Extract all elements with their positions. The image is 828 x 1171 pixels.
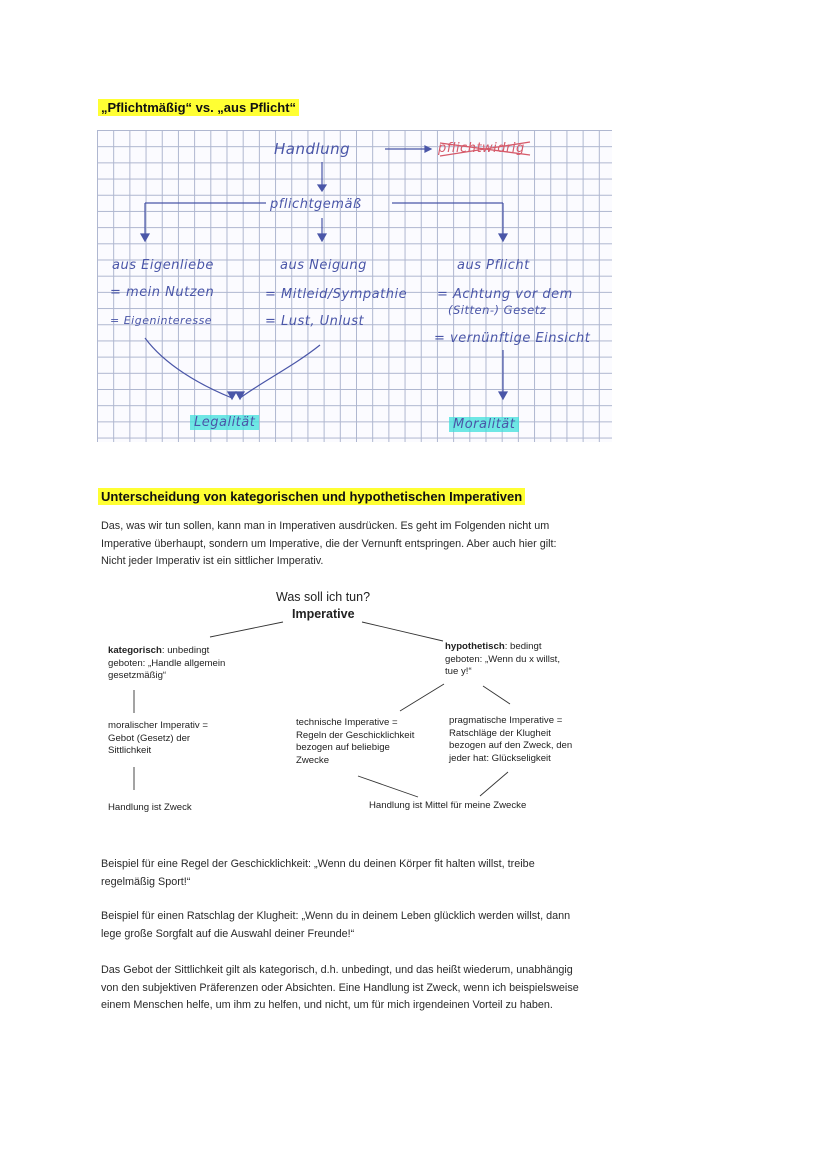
tree-kategorisch-text: : unbedingt geboten: „Handle allgemein gesetzmäßig“ bbox=[108, 645, 226, 681]
sketch-moralitaet: Moralität bbox=[449, 417, 519, 432]
section2-heading: Unterscheidung von kategorischen und hypothetischen Imperativen bbox=[98, 488, 525, 505]
tree-handlung-mittel: Handlung ist Mittel für meine Zwecke bbox=[369, 800, 527, 811]
sketch-col3-line3: = vernünftige Einsicht bbox=[434, 331, 591, 346]
section1-heading: „Pflichtmäßig“ vs. „aus Pflicht“ bbox=[98, 99, 299, 116]
sketch-col1-title: aus Eigenliebe bbox=[112, 258, 214, 273]
tree-moralisch: moralischer Imperativ = Gebot (Gesetz) der Sittlichkeit bbox=[108, 720, 208, 756]
tree-root-question: Was soll ich tun? bbox=[276, 590, 371, 604]
sketch-handlung: Handlung bbox=[274, 140, 351, 158]
sketch-col3-line1: = Achtung vor dem bbox=[437, 287, 573, 302]
sketch-col2-line1: = Mitleid/Sympathie bbox=[265, 287, 408, 302]
sketch-col1-line2: = Eigeninteresse bbox=[110, 314, 213, 327]
sketch-col3-title: aus Pflicht bbox=[457, 258, 530, 273]
intro-paragraph: Das, was wir tun sollen, kann man in Imperativen ausdrücken. Es geht im Folgenden nicht um Imperative überhaupt, sondern um Imperative, die der Vernunft entspringen. Aber auch hier gilt: Nicht jeder Imperativ ist ein sittlicher Imperativ. bbox=[101, 520, 557, 567]
tree-pragmatisch: pragmatische Imperative = Ratschläge der Klugheit bezogen auf den Zweck, den jeder hat: Glückseligkeit bbox=[449, 715, 573, 764]
tree-kategorisch-label: kategorisch bbox=[108, 645, 162, 656]
tree-kategorisch bbox=[108, 645, 238, 683]
sketch-col3-line2: (Sitten-) Gesetz bbox=[448, 303, 547, 317]
example-geschicklichkeit: Beispiel für eine Regel der Geschicklichkeit: „Wenn du deinen Körper fit halten willst, treibe regelmäßig Sport!“ bbox=[101, 858, 535, 888]
sketch-legalitaet: Legalität bbox=[190, 415, 259, 430]
example-klugheit: Beispiel für einen Ratschlag der Klugheit: „Wenn du in deinem Leben glücklich werden willst, dann lege große Sorgfalt auf die Auswahl deiner Freunde!“ bbox=[101, 910, 571, 940]
tree-root-title: Imperative bbox=[292, 607, 355, 621]
tree-technisch: technische Imperative = Regeln der Geschicklichkeit bezogen auf beliebige Zwecke bbox=[296, 717, 415, 766]
paragraph-sittlichkeit: Das Gebot der Sittlichkeit gilt als kategorisch, d.h. unbedingt, und das heißt wiederum, unabhängig von den subjektiven Präferenzen oder Absichten. Eine Handlung ist Zweck, wenn ich beispielsweise einem Menschen helfe, um ihm zu helfen, und nicht, um für mich irgendeinen Vorteil zu haben. bbox=[101, 964, 579, 1011]
sketch-col2-line2: = Lust, Unlust bbox=[265, 314, 365, 329]
sketch-pflichtgemaess: pflichtgemäß bbox=[270, 197, 362, 212]
sketch-col2-title: aus Neigung bbox=[280, 258, 367, 273]
sketch-pflichtwidrig: pflichtwidrig bbox=[438, 141, 525, 156]
tree-hypothetisch-text: : bedingt geboten: „Wenn du x willst, tue y!“ bbox=[445, 641, 561, 677]
tree-handlung-zweck: Handlung ist Zweck bbox=[108, 802, 192, 813]
tree-hypothetisch bbox=[445, 641, 565, 679]
sketch-col1-line1: = mein Nutzen bbox=[110, 285, 215, 300]
tree-hypothetisch-label: hypothetisch bbox=[445, 641, 505, 652]
